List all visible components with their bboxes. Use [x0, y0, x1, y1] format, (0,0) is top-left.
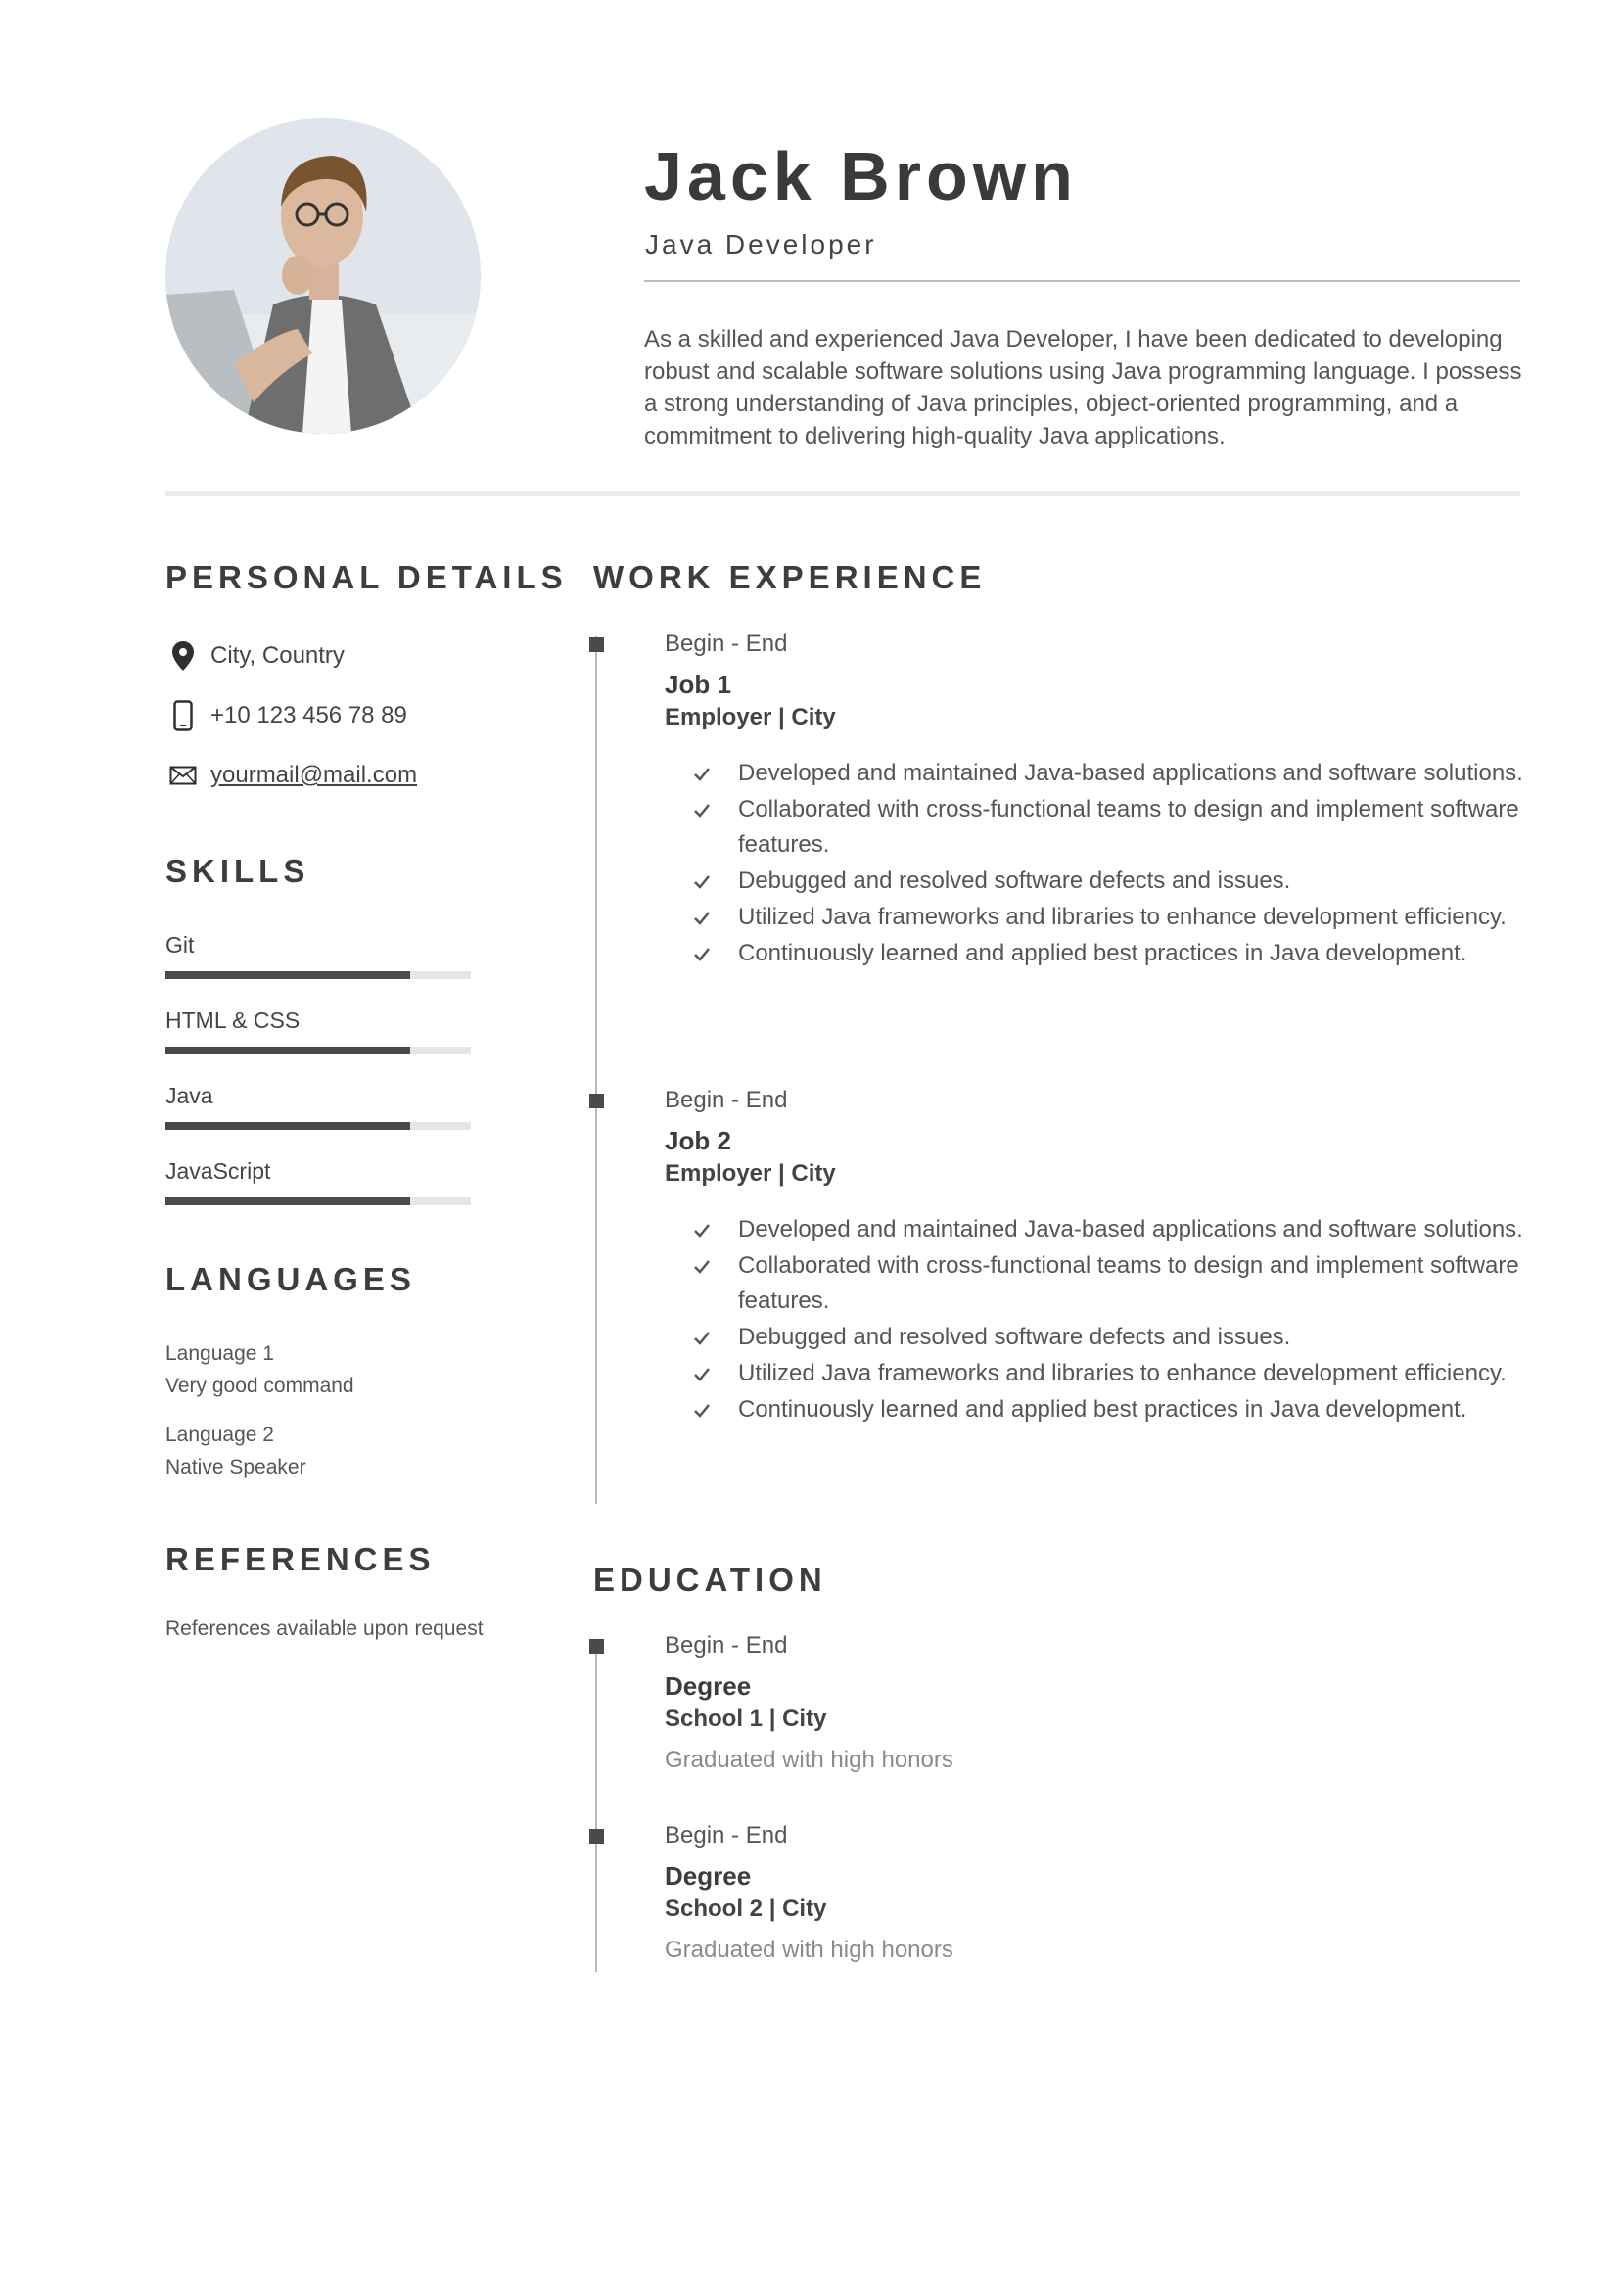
duty-text: Developed and maintained Java-based applications and software solutions. — [738, 760, 1523, 786]
duty-text: Utilized Java frameworks and libraries to enhance development efficiency. — [738, 1360, 1507, 1386]
check-icon — [693, 1222, 711, 1240]
duty-text: Continuously learned and applied best practices in Java development. — [738, 1396, 1467, 1423]
email-link[interactable]: yourmail@mail.com — [210, 762, 418, 788]
skills-title: SKILLS — [165, 853, 310, 889]
candidate-name: Jack Brown — [644, 138, 1078, 214]
education-degree: Degree — [665, 1671, 752, 1701]
profile-photo — [165, 118, 481, 434]
list-item — [665, 792, 1526, 863]
job-entry — [665, 628, 1526, 972]
job-entry — [665, 1084, 1526, 1428]
language-level: Native Speaker — [165, 1456, 306, 1478]
check-icon — [693, 1258, 711, 1276]
check-icon — [693, 802, 711, 819]
education-entry — [665, 1819, 1526, 1967]
contact-location — [165, 638, 345, 674]
timeline-marker — [589, 1094, 604, 1108]
list-item — [665, 1248, 1526, 1319]
education-school: School 1 | City — [665, 1706, 827, 1732]
skill-bar — [165, 1122, 471, 1130]
timeline-marker — [589, 1829, 604, 1844]
profile-summary: As a skilled and experienced Java Developer, I have been dedicated to developing robust and scalable software solutions using Java programming language. I possess a strong understanding of Java principles, object-oriented programming, and a commitment to delivering high-quality Java applications. — [644, 326, 1522, 449]
check-icon — [693, 766, 711, 783]
language-item — [165, 1419, 306, 1483]
check-icon — [693, 910, 711, 927]
location-pin-icon — [165, 638, 201, 674]
list-item — [665, 1356, 1526, 1391]
education-title: EDUCATION — [593, 1562, 827, 1598]
education-degree: Degree — [665, 1861, 752, 1891]
education-note: Graduated with high honors — [665, 1937, 953, 1963]
job-title: Job 2 — [665, 1126, 731, 1155]
education-note: Graduated with high honors — [665, 1747, 953, 1773]
check-icon — [693, 1330, 711, 1347]
mobile-phone-icon — [165, 698, 201, 733]
job-duties — [665, 1212, 1526, 1427]
languages-title: LANGUAGES — [165, 1261, 416, 1297]
education-timeline — [595, 1639, 597, 1972]
skill-bar — [165, 1047, 471, 1054]
job-employer: Employer | City — [665, 1160, 836, 1187]
profile-photo-illustration — [165, 118, 481, 434]
check-icon — [693, 1366, 711, 1383]
timeline-marker — [589, 637, 604, 652]
timeline-marker — [589, 1639, 604, 1654]
location-text: City, Country — [210, 642, 345, 669]
skill-bar — [165, 1197, 471, 1205]
duty-text: Collaborated with cross-functional teams to design and implement software features. — [738, 796, 1519, 858]
header-divider — [644, 280, 1520, 282]
education-period: Begin - End — [665, 1822, 788, 1848]
contact-phone — [165, 698, 407, 733]
references-text: References available upon request — [165, 1617, 484, 1640]
skill-item — [165, 930, 471, 979]
envelope-icon — [165, 758, 201, 793]
skill-bar-fill — [165, 1122, 410, 1130]
job-duties — [665, 756, 1526, 971]
list-item — [665, 1392, 1526, 1427]
skill-item — [165, 1156, 471, 1205]
skill-bar-fill — [165, 971, 410, 979]
skill-label: Java — [165, 1083, 213, 1108]
skill-item — [165, 1006, 471, 1054]
contact-email[interactable] — [165, 758, 417, 793]
education-period: Begin - End — [665, 1632, 788, 1659]
skill-bar-fill — [165, 1197, 410, 1205]
personal-details-title: PERSONAL DETAILS — [165, 559, 568, 595]
list-item — [665, 900, 1526, 935]
work-experience-title: WORK EXPERIENCE — [593, 559, 987, 595]
duty-text: Collaborated with cross-functional teams to design and implement software features. — [738, 1252, 1519, 1314]
skill-label: HTML & CSS — [165, 1007, 301, 1033]
check-icon — [693, 946, 711, 963]
duty-text: Debugged and resolved software defects and issues. — [738, 867, 1291, 894]
education-school: School 2 | City — [665, 1895, 827, 1922]
language-name: Language 1 — [165, 1342, 274, 1365]
references-title: REFERENCES — [165, 1541, 436, 1577]
skill-bar-fill — [165, 1047, 410, 1054]
job-period: Begin - End — [665, 1087, 788, 1113]
job-period: Begin - End — [665, 631, 788, 657]
list-item — [665, 1320, 1526, 1355]
job-employer: Employer | City — [665, 704, 836, 730]
check-icon — [693, 1402, 711, 1420]
job-title: Job 1 — [665, 670, 731, 699]
duty-text: Utilized Java frameworks and libraries to enhance development efficiency. — [738, 904, 1507, 930]
skill-label: Git — [165, 932, 195, 958]
duty-text: Debugged and resolved software defects and issues. — [738, 1324, 1291, 1350]
list-item — [665, 1212, 1526, 1247]
list-item — [665, 936, 1526, 971]
list-item — [665, 864, 1526, 899]
skill-label: JavaScript — [165, 1158, 271, 1184]
language-level: Very good command — [165, 1375, 354, 1397]
check-icon — [693, 873, 711, 891]
skill-item — [165, 1081, 471, 1130]
duty-text: Developed and maintained Java-based applications and software solutions. — [738, 1216, 1523, 1242]
section-divider — [165, 491, 1520, 496]
education-entry — [665, 1629, 1526, 1777]
list-item — [665, 756, 1526, 791]
phone-text: +10 123 456 78 89 — [210, 702, 407, 728]
language-name: Language 2 — [165, 1424, 274, 1446]
language-item — [165, 1337, 354, 1402]
duty-text: Continuously learned and applied best practices in Java development. — [738, 940, 1467, 966]
skill-bar — [165, 971, 471, 979]
work-timeline — [595, 636, 597, 1504]
candidate-role: Java Developer — [645, 229, 877, 259]
